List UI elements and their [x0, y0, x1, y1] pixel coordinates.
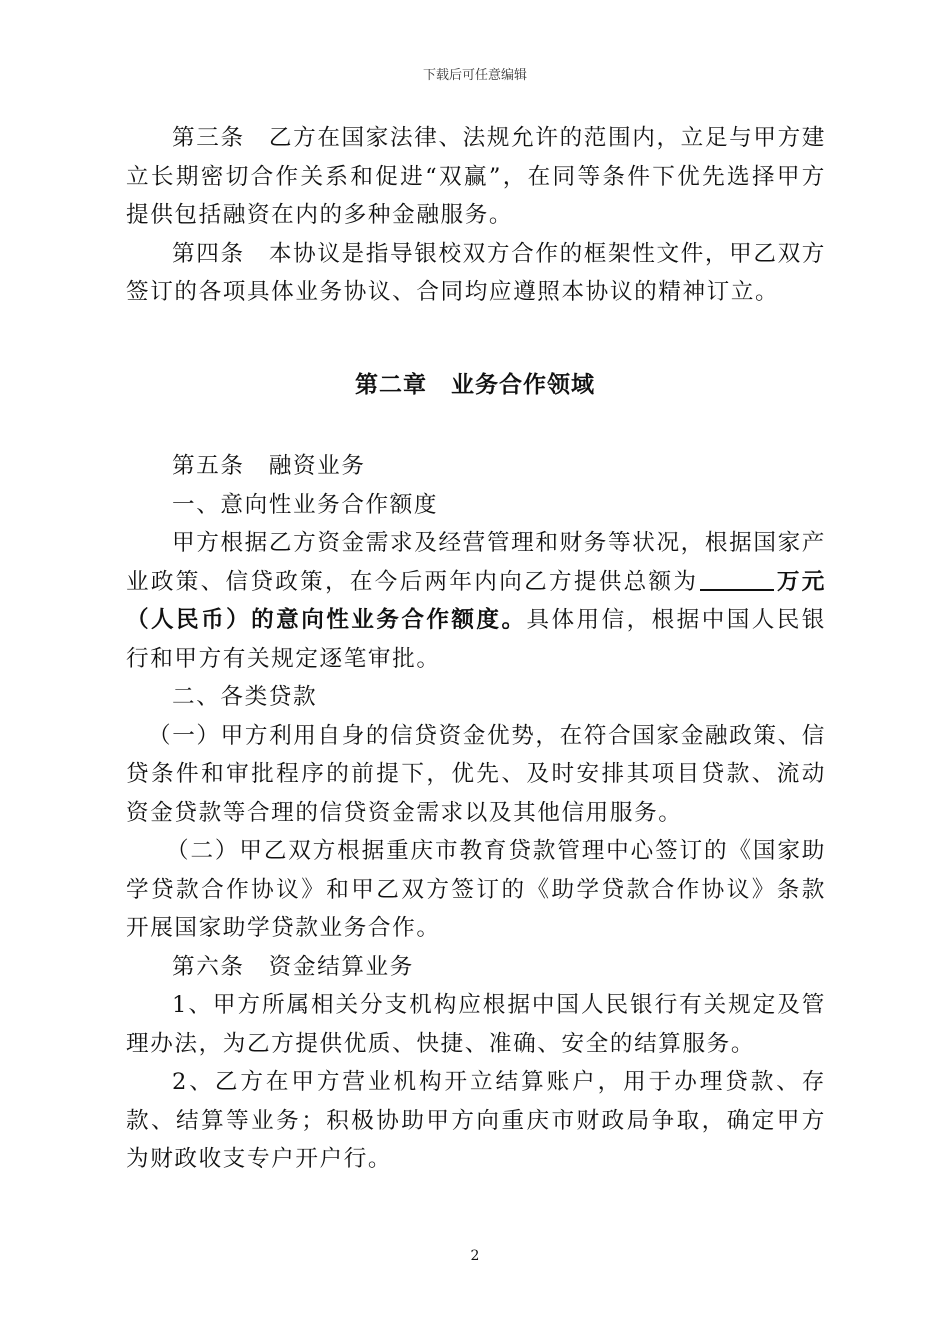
chapter-title: 第二章 业务合作领域: [355, 371, 595, 398]
item-1: （一）甲方利用自身的信贷资金优势，在符合国家金融政策、信贷条件和审批程序的前提下，优先、及时安排其项目贷款、流动资金贷款等合理的信贷资金需求以及其他信用服务。: [126, 722, 826, 826]
credit-line-text-pre: 甲方根据乙方资金需求及经营管理和财务等状况，根据国家产业政策、信贷政策，在今后两年内向乙方提供总额为: [126, 530, 826, 595]
page-header: 下载后可任意编辑: [422, 68, 527, 83]
article-5-heading: 第五条 融资业务: [172, 453, 366, 479]
subsection-2-heading: 二、各类贷款: [172, 684, 318, 710]
article-3: 第三条 乙方在国家法律、法规允许的范围内，立足与甲方建立长期密切合作关系和促进“双赢”，在同等条件下优先选择甲方提供包括融资在内的多种金融服务。: [126, 125, 826, 228]
settlement-item-1: 1、甲方所属相关分支机构应根据中国人民银行有关规定及管理办法，为乙方提供优质、快捷、准确、安全的结算服务。: [126, 992, 826, 1057]
credit-line-bold-text: 万元（人民币）的意向性业务合作额度。: [126, 568, 826, 633]
subsection-1-heading: 一、意向性业务合作额度: [172, 491, 439, 518]
section-business-cooperation: [126, 447, 826, 1179]
amount-blank: [700, 567, 774, 591]
page-number: 2: [470, 1248, 480, 1264]
settlement-item-2: 2、乙方在甲方营业机构开立结算账户，用于办理贷款、存款、结算等业务；积极协助甲方向重庆市财政局争取，确定甲方为财政收支专户开户行。: [126, 1069, 826, 1172]
article-6-heading: 第六条 资金结算业务: [172, 953, 414, 980]
article-4: 第四条 本协议是指导银校双方合作的框架性文件，甲乙双方签订的各项具体业务协议、合同均应遵照本协议的精神订立。: [126, 240, 826, 305]
item-2: （二）甲乙双方根据重庆市教育贷款管理中心签订的《国家助学贷款合作协议》和甲乙双方签订的《助学贷款合作协议》条款开展国家助学贷款业务合作。: [126, 838, 826, 941]
credit-line-text-post: 具体用信，根据中国人民银行和甲方有关规定逐笔审批。: [126, 607, 827, 672]
paragraph-credit-line: [126, 524, 826, 678]
section-general-provisions: [126, 119, 826, 312]
